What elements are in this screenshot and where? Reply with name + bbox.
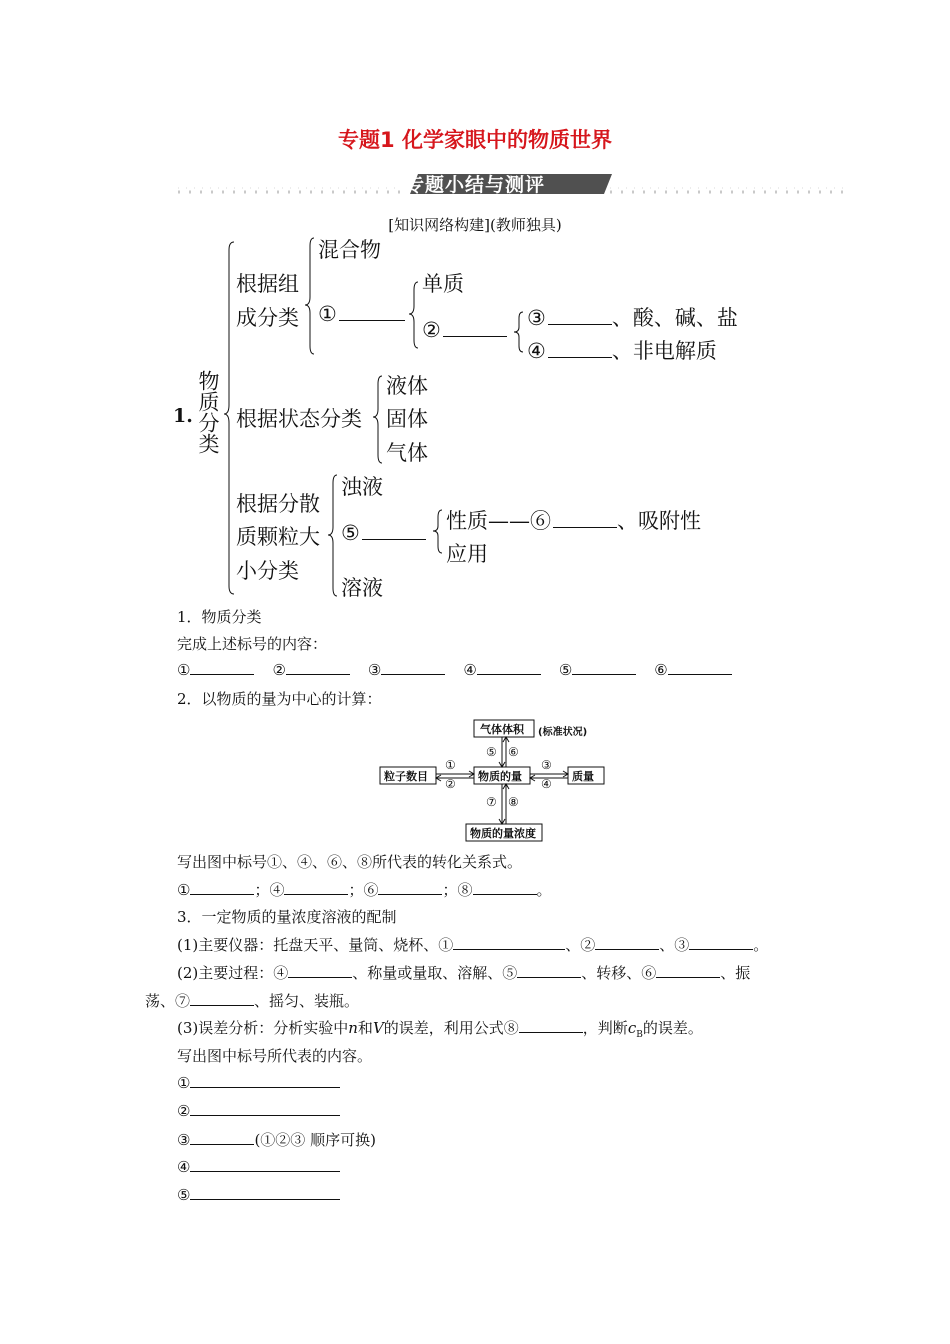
mark-8: ⑧ xyxy=(508,795,519,809)
g1-label-2: 成分类 xyxy=(236,306,299,330)
turbid-liquid: 浊液 xyxy=(341,475,383,499)
g2-label: 根据状态分类 xyxy=(236,407,362,431)
subheading: [知识网络构建](教师独具) xyxy=(388,216,562,234)
blank-5[interactable]: ⑤ xyxy=(559,661,636,679)
solution: 溶液 xyxy=(341,576,383,600)
blank-3[interactable]: ③ xyxy=(368,661,445,679)
blank-1[interactable]: ① xyxy=(177,661,254,679)
label-std: (标准状况) xyxy=(538,727,588,738)
g3-label-1: 根据分散 xyxy=(236,492,320,516)
answer-2[interactable]: ② xyxy=(177,1101,340,1120)
box-concentration: 物质的量浓度 xyxy=(470,827,536,840)
g3-label-2: 质颗粒大 xyxy=(236,525,320,549)
box-particles: 粒子数目 xyxy=(384,770,428,783)
blank-6[interactable]: ⑥ xyxy=(654,661,731,679)
answer-1[interactable]: ① xyxy=(177,1073,340,1092)
sec3-line-3: 荡、⑦ 、摇匀、装瓶。 xyxy=(145,992,360,1010)
sec1-blanks xyxy=(177,660,732,679)
application: 应用 xyxy=(446,542,488,566)
box-gas-volume: 气体体积 xyxy=(480,723,524,736)
solid: 固体 xyxy=(386,407,428,431)
answer-3[interactable]: ③ (①②③ 顺序可换) xyxy=(177,1131,376,1149)
section-band-title: 专题小结与测评 xyxy=(404,174,545,196)
property-6: 性质——⑥ 、吸附性 xyxy=(446,509,701,533)
g3-label-3: 小分类 xyxy=(236,559,299,583)
page-title: 专题1 化学家眼中的物质世界 xyxy=(338,128,612,152)
sec3-line-1: (1)主要仪器：托盘天平、量筒、烧杯、① 、② 、③ 。 xyxy=(177,936,769,954)
item-5: ⑤ xyxy=(341,521,426,545)
item-3: ③ 、酸、碱、盐 xyxy=(527,306,738,330)
sec3-line-2: (2)主要过程：④ 、称量或量取、溶解、⑤ 、转移、⑥ 、振 xyxy=(177,964,751,982)
g1-label-1: 根据组 xyxy=(236,272,299,296)
sec1-instruction: 完成上述标号的内容： xyxy=(177,635,328,653)
sec2-answers: ① ；④ ；⑥ ；⑧ 。 xyxy=(177,881,552,899)
item-2: ② xyxy=(422,318,507,342)
sec2-instruction: 写出图中标号①、④、⑥、⑧所代表的转化关系式。 xyxy=(177,853,523,871)
tree-number: 1. xyxy=(173,405,193,427)
sec3-line-4: (3)误差分析：分析实验中n和V的误差，利用公式⑧ ，判断$c_B$的误差。 xyxy=(177,1019,703,1040)
liquid: 液体 xyxy=(386,374,428,398)
mark-3: ③ xyxy=(541,758,552,772)
sec3-instruction: 写出图中标号所代表的内容。 xyxy=(177,1047,373,1065)
gas: 气体 xyxy=(386,441,428,465)
blank-2[interactable]: ② xyxy=(272,661,349,679)
item-1: ① xyxy=(318,302,405,326)
box-moles: 物质的量 xyxy=(478,770,522,783)
mark-6: ⑥ xyxy=(508,745,519,759)
mark-7: ⑦ xyxy=(486,795,497,809)
mark-5: ⑤ xyxy=(486,745,497,759)
answer-5[interactable]: ⑤ xyxy=(177,1185,340,1204)
item-4: ④ 、非电解质 xyxy=(527,339,717,363)
answer-4[interactable]: ④ xyxy=(177,1157,340,1176)
mixture: 混合物 xyxy=(318,238,381,262)
mark-2: ② xyxy=(445,777,456,791)
mark-4: ④ xyxy=(541,777,552,791)
sec1-heading: 1．物质分类 xyxy=(177,608,262,626)
blank-4[interactable]: ④ xyxy=(463,661,540,679)
sec3-heading: 3．一定物质的量浓度溶液的配制 xyxy=(177,908,397,926)
sec2-heading: 2．以物质的量为中心的计算： xyxy=(177,690,382,708)
box-mass: 质量 xyxy=(572,770,594,783)
tree-root: 物质分类 xyxy=(196,370,220,454)
mark-1: ① xyxy=(445,758,456,772)
simple-substance: 单质 xyxy=(422,272,464,296)
